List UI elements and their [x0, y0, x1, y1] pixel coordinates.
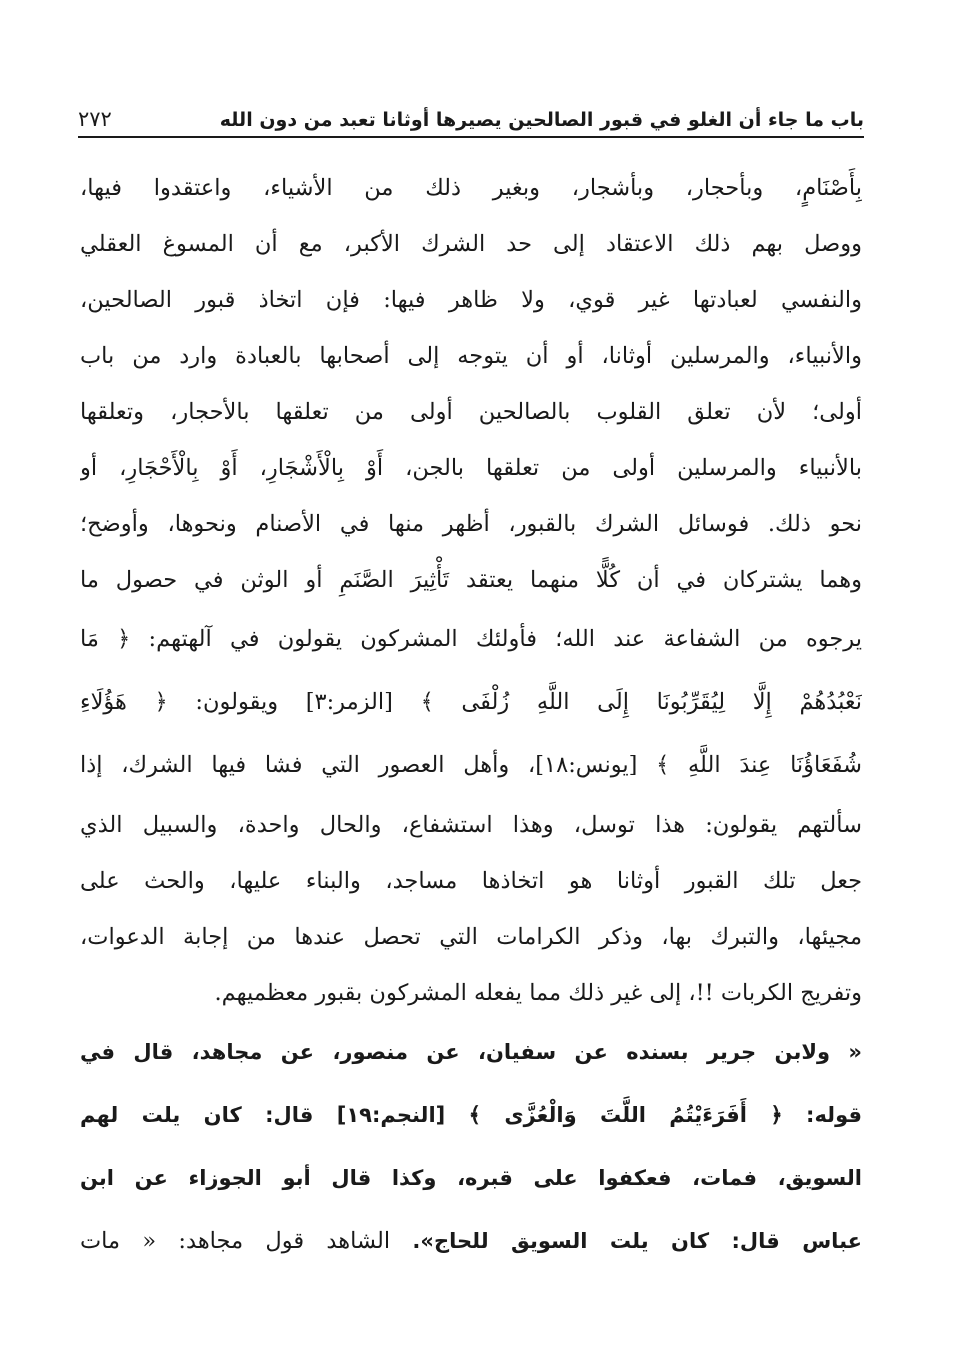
- bold-text-line: قوله: ﴿ أَفَرَءَيْتُمُ اللَّتَ وَالْعُزَّى ﴾ [النجم:١٩] قال: كان يلت لهم: [80, 1103, 862, 1127]
- text-line: يرجوه من الشفاعة عند الله؛ فأولئك المشركون يقولون في آلهتهم: ﴿ مَا: [80, 626, 862, 652]
- text-line: بالأنبياء والمرسلين أولى من تعلقها بالجن، أَوْ بِالْأَشْجَارِ، أَوْ بِالْأَحْجَارِ، أو: [80, 455, 862, 481]
- text-line: والنفسي لعبادتها غير قوي، ولا ظاهر فيها: فإن اتخاذ قبور الصالحين،: [80, 287, 862, 313]
- text-line: والأنبياء، والمرسلين أوثانا، أو أن يتوجه إلى أصحابها بالعبادة وارد من باب: [80, 343, 862, 369]
- text-line: ووصل بهم ذلك الاعتقاد إلى حد الشرك الأكبر، مع أن المسوغ العقلي: [80, 231, 862, 257]
- text-line: سألتهم يقولون: هذا توسل، وهذا استشفاع، والحال واحدة، والسبيل الذي: [80, 812, 862, 838]
- header-title: باب ما جاء أن الغلو في قبور الصالحين يصيرها أوثانا تعبد من دون الله: [219, 109, 864, 131]
- mixed-text-line: [80, 1210, 862, 1273]
- page-number: ٢٧٢: [78, 107, 112, 131]
- quran-verse-line: نَعْبُدُهُمْ إِلَّا لِيُقَرِّبُونَا إِلَى اللَّهِ زُلْفَى ﴾ [الزمر:٣] ويقولون: ﴿ هَؤُلَاءِ: [80, 689, 862, 715]
- text-line: جعل تلك القبور أوثانا هو اتخاذها مساجد، والبناء عليها، والحث على: [80, 868, 862, 894]
- text-line: وتفريج الكربات !!، إلى غير ذلك مما يفعله المشركون بقبور معظميهم.: [214, 980, 862, 1006]
- text-line: أولى؛ لأن تعلق القلوب بالصالحين أولى من تعلقها بالأحجار، وتعلقها: [80, 399, 862, 425]
- bold-fragment: عباس قال: كان يلت السويق للحاج».: [412, 1229, 862, 1253]
- bold-text-line: « ولابن جرير بسنده عن سفيان، عن منصور، عن مجاهد، قال في: [80, 1040, 862, 1064]
- page-header: [78, 96, 864, 130]
- text-line: مجيئها، والتبرك بها، وذكر الكرامات التي تحصل عندها من إجابة الدعوات،: [80, 924, 862, 950]
- text-line: نحو ذلك. فوسائل الشرك بالقبور، أظهر منها في الأصنام ونحوها، وأوضح؛: [80, 511, 862, 537]
- header-rule: [78, 136, 864, 138]
- text-line: بِأَصْنَامٍ، وبأحجار، وبأشجار، وبغير ذلك من الأشياء، واعتقدوا فيها،: [80, 175, 862, 201]
- body-text: [80, 160, 862, 1273]
- bold-text-line: السويق، فمات، فعكفوا على قبره، وكذا قال أبو الجوزاء عن ابن: [80, 1166, 862, 1190]
- quran-verse-line: شُفَعَاؤُنَا عِندَ اللَّهِ ﴾ [يونس:١٨]، وأهل العصور التي فشا فيها الشرك، إذا: [80, 752, 862, 778]
- normal-fragment: الشاهد قول مجاهد: « مات: [80, 1228, 413, 1254]
- text-line: وهما يشتركان في أن كُلًّا منهما يعتقد تَأْثِيرَ الصَّنَمِ أو الوثن في حصول ما: [80, 567, 862, 593]
